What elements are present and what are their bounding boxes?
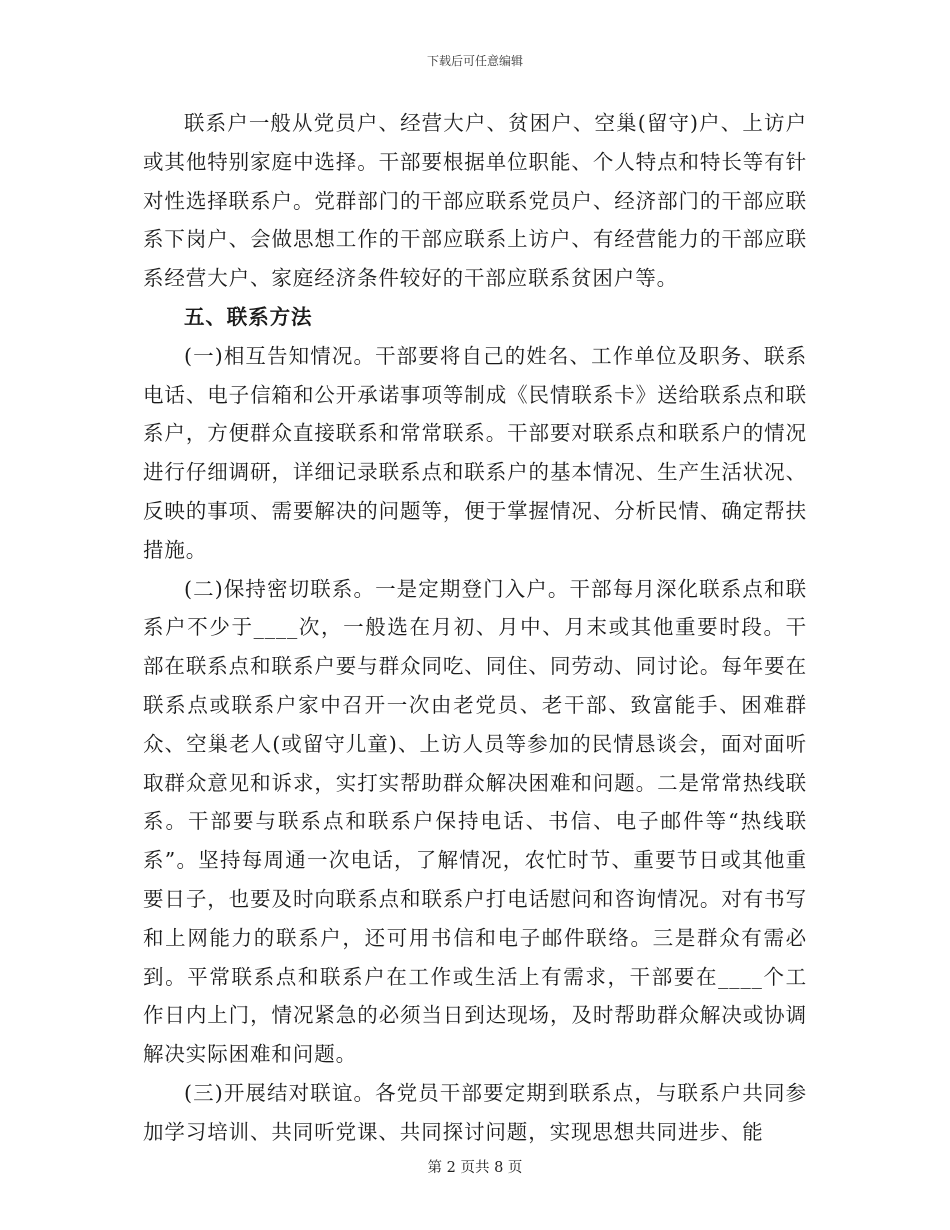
document-body (143, 104, 807, 1152)
paragraph-close-contact: (二)保持密切联系。一是定期登门入户。干部每月深化联系点和联系户不少于____次，一般选在月初、月中、月末或其他重要时段。干部在联系点和联系户要与群众同吃、同住、同劳动、同讨论。每年要在联系点或联系户家中召开一次由老党员、老干部、致富能手、困难群众、空巢老人(或留守儿童)、上访人员等参加的民情恳谈会，面对面听取群众意见和诉求，实打实帮助群众解决困难和问题。二是常常热线联系。干部要与联系点和联系户保持电话、书信、电子邮件等“热线联系”。坚持每周通一次电话，了解情况，农忙时节、重要节日或其他重要日子，也要及时向联系点和联系户打电话慰问和咨询情况。对有书写和上网能力的联系户，还可用书信和电子邮件联络。三是群众有需必到。平常联系点和联系户在工作或生活上有需求，干部要在____个工作日内上门，情况紧急的必须当日到达现场，及时帮助群众解决或协调解决实际困难和问题。 (143, 576, 807, 1067)
paragraph-contact-households: 联系户一般从党员户、经营大户、贫困户、空巢(留守)户、上访户或其他特别家庭中选择。干部要根据单位职能、个人特点和特长等有针对性选择联系户。党群部门的干部应联系党员户、经济部门的干部应联系下岗户、会做思想工作的干部应联系上访户、有经营能力的干部应联系经营大户、家庭经济条件较好的干部应联系贫困户等。 (143, 111, 807, 291)
page-header: 下载后可任意编辑 (426, 54, 523, 68)
page-number-footer: 第 2 页共 8 页 (427, 1160, 523, 1176)
paragraph-mutual-information: (一)相互告知情况。干部要将自己的姓名、工作单位及职务、联系电话、电子信箱和公开承诺事项等制成《民情联系卡》送给联系点和联系户，方便群众直接联系和常常联系。干部要对联系点和联系户的情况进行仔细调研，详细记录联系点和联系户的基本情况、生产生活状况、反映的事项、需要解决的问题等，便于掌握情况、分析民情、确定帮扶措施。 (143, 343, 807, 562)
paragraph-pairing-friendship: (三)开展结对联谊。各党员干部要定期到联系点，与联系户共同参加学习培训、共同听党课、共同探讨问题，实现思想共同进步、能 (143, 1080, 807, 1144)
section-heading-contact-methods: 五、联系方法 (184, 304, 313, 329)
